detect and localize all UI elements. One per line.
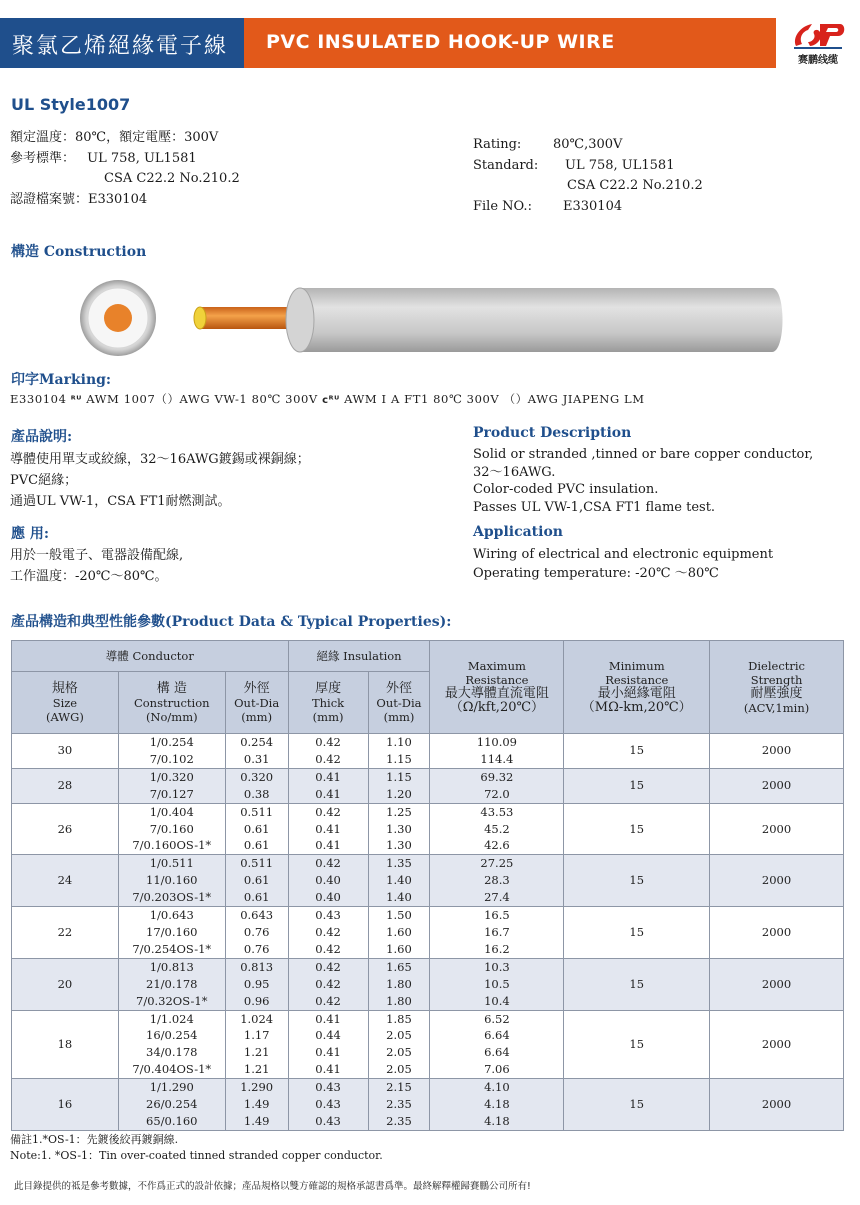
cell-ins-od	[368, 768, 430, 803]
cell-value: 0.42	[315, 924, 341, 939]
cell-dielectric: 2000	[710, 958, 844, 1010]
cell-construction	[118, 768, 225, 803]
header-size	[12, 672, 119, 734]
cell-value: 26/0.254	[146, 1097, 198, 1112]
header-line: 最大導體直流電阻	[444, 686, 549, 701]
header-line: Construction	[133, 695, 210, 710]
header-line: （Ω/kft,20℃）	[449, 700, 545, 715]
cell-value: 11/0.160	[146, 873, 198, 888]
cell-value: 7/0.254OS-1*	[132, 941, 212, 956]
cell-value: 0.95	[243, 976, 270, 991]
cell-value: 2.15	[386, 1080, 412, 1095]
header-title-en: PVC INSULATED HOOK-UP WIRE	[266, 31, 615, 53]
table-title: 產品構造和典型性能參數(Product Data & Typical Properties):	[11, 614, 452, 630]
header-line: (No/mm)	[145, 709, 198, 724]
cell-ins-od	[368, 958, 430, 1010]
cell-resistance	[430, 803, 564, 855]
cell-value: 42.6	[484, 838, 510, 853]
cell-value: 16.2	[484, 941, 510, 956]
header-line: Maximum	[467, 659, 526, 673]
cell-ins-od	[368, 1010, 430, 1079]
cell-thick	[288, 1079, 368, 1131]
desc-en-line: Solid or stranded ,tinned or bare copper conductor,	[473, 447, 814, 462]
cell-value: 0.511	[240, 804, 274, 819]
note-en: Note:1. *OS-1：Tin over-coated tinned stranded copper conductor.	[10, 1149, 383, 1162]
cell-od	[225, 803, 288, 855]
cell-dielectric: 2000	[710, 803, 844, 855]
header-line: (mm)	[312, 709, 344, 724]
cell-thick	[288, 734, 368, 769]
cell-value: 69.32	[480, 769, 514, 784]
cell-value: 10.4	[484, 993, 510, 1008]
product-data-table	[11, 640, 844, 1131]
spec-standard-zh-label: 參考標準：	[10, 150, 76, 166]
desc-en	[473, 446, 813, 517]
cell-value: 2.35	[386, 1113, 412, 1128]
header-insulation-od	[368, 672, 430, 734]
cell-thick	[288, 855, 368, 907]
cell-value: 0.96	[243, 993, 270, 1008]
cell-value: 0.61	[243, 890, 270, 905]
cell-value: 0.38	[243, 786, 270, 801]
cell-value: 1.85	[386, 1011, 412, 1026]
cell-ins-res: 15	[564, 907, 710, 959]
cell-value: 1.60	[386, 941, 412, 956]
cell-resistance	[430, 1010, 564, 1079]
cell-value: 1/0.511	[149, 856, 194, 871]
cell-ins-res: 15	[564, 734, 710, 769]
header-construction	[118, 672, 225, 734]
cell-value: 1.21	[243, 1045, 270, 1060]
desc-en-line: Passes UL VW-1,CSA FT1 flame test.	[473, 500, 716, 516]
cell-value: 17/0.160	[146, 924, 198, 939]
ul-mark-icon: ᴿᵁ	[70, 395, 82, 406]
app-zh-title: 應 用:	[11, 526, 50, 542]
spec-standard-en	[473, 156, 703, 177]
cell-value: 7/0.203OS-1*	[132, 890, 212, 905]
header-line: (AWG)	[45, 709, 84, 724]
marking-title: 印字Marking:	[11, 372, 112, 388]
spec-standard-en-1: UL 758, UL1581	[565, 157, 675, 173]
header-line: 外徑	[243, 680, 270, 696]
style-title: UL Style1007	[11, 95, 131, 114]
table-row	[12, 958, 844, 1010]
cell-value: 0.41	[315, 1062, 341, 1077]
table-body	[12, 734, 844, 1131]
cell-value: 1.40	[386, 873, 412, 888]
cell-value: 21/0.178	[146, 976, 198, 991]
cell-value: 27.4	[484, 890, 510, 905]
cross-section-conductor	[104, 304, 132, 332]
cell-od	[225, 855, 288, 907]
cell-value: 0.40	[315, 873, 341, 888]
cell-construction	[118, 907, 225, 959]
cell-size: 22	[12, 907, 119, 959]
cell-value: 16/0.254	[146, 1028, 198, 1043]
desc-zh-line: 通過UL VW-1，CSA FT1耐燃測試。	[10, 494, 231, 509]
header-dielectric	[710, 641, 844, 734]
header-title-en-block	[244, 18, 776, 68]
app-zh-line: 用於一般電子、電器設備配線,	[10, 548, 184, 563]
cell-value: 1/0.404	[149, 804, 194, 819]
table-row	[12, 1010, 844, 1079]
cell-od	[225, 768, 288, 803]
cell-value: 1.21	[243, 1062, 270, 1077]
cell-od	[225, 958, 288, 1010]
app-zh	[10, 545, 183, 587]
desc-en-title: Product Description	[473, 425, 632, 441]
cell-value: 1.30	[386, 821, 412, 836]
header-title-zh-block	[0, 18, 244, 68]
cell-dielectric: 2000	[710, 907, 844, 959]
cell-resistance	[430, 907, 564, 959]
cell-size: 20	[12, 958, 119, 1010]
app-en-line: Wiring of electrical and electronic equipment	[473, 547, 774, 562]
cell-size: 16	[12, 1079, 119, 1131]
cell-value: 0.43	[315, 1113, 341, 1128]
spec-file-en-value: E330104	[563, 198, 623, 214]
spec-rating-en-label: Rating:	[473, 137, 522, 152]
header-conductor: 導體 Conductor	[12, 641, 289, 672]
cell-value: 7/0.404OS-1*	[132, 1062, 212, 1077]
cell-size: 18	[12, 1010, 119, 1079]
desc-zh-line: PVC絕緣；	[10, 473, 78, 488]
cell-value: 7/0.127	[149, 786, 194, 801]
header-line: 外徑	[385, 680, 412, 696]
desc-zh	[10, 449, 310, 512]
desc-en-line: Color-coded PVC insulation.	[473, 482, 659, 498]
cell-value: 1/1.290	[149, 1080, 194, 1095]
table-row	[12, 907, 844, 959]
cell-value: 0.61	[243, 838, 270, 853]
spec-standard-zh-1: UL 758, UL1581	[87, 150, 197, 166]
cell-value: 16.7	[484, 924, 510, 939]
header-line: 耐壓強度	[750, 686, 803, 701]
specs-zh	[10, 128, 240, 210]
cell-value: 0.511	[240, 856, 274, 871]
app-en	[473, 545, 773, 583]
cell-value: 0.43	[315, 908, 341, 923]
cell-value: 0.76	[243, 941, 270, 956]
cell-value: 0.41	[315, 821, 341, 836]
cell-value: 0.42	[315, 941, 341, 956]
cell-thick	[288, 1010, 368, 1079]
cell-thick	[288, 907, 368, 959]
cell-value: 72.0	[484, 786, 510, 801]
cell-value: 0.41	[315, 786, 341, 801]
header-line: （MΩ-km,20℃）	[581, 700, 692, 715]
cell-value: 2.05	[386, 1062, 412, 1077]
cell-value: 0.42	[315, 735, 341, 749]
cell-value: 1.15	[386, 751, 412, 766]
cell-value: 7/0.32OS-1*	[136, 993, 208, 1008]
cell-value: 0.44	[315, 1028, 341, 1043]
header-line: 規格	[51, 680, 78, 696]
cell-value: 0.42	[315, 993, 341, 1008]
cell-value: 1.80	[386, 993, 412, 1008]
header-line: Dielectric	[748, 659, 805, 673]
cell-value: 1.40	[386, 890, 412, 905]
cell-value: 0.643	[240, 908, 274, 923]
cell-ins-res: 15	[564, 768, 710, 803]
cell-ins-res: 15	[564, 855, 710, 907]
cell-value: 2.05	[386, 1045, 412, 1060]
cell-ins-res: 15	[564, 1010, 710, 1079]
spec-file-zh: 認證檔案號：E330104	[10, 191, 148, 207]
header-conductor-od	[225, 672, 288, 734]
cell-value: 1.20	[386, 786, 412, 801]
cell-ins-res: 15	[564, 1079, 710, 1131]
cell-value: 0.42	[315, 751, 341, 766]
cell-value: 0.61	[243, 873, 270, 888]
cell-value: 114.4	[480, 751, 514, 766]
cell-value: 1/0.643	[149, 908, 194, 923]
cell-value: 1.35	[386, 856, 412, 871]
cell-thick	[288, 768, 368, 803]
cell-construction	[118, 1079, 225, 1131]
cell-ins-od	[368, 1079, 430, 1131]
cell-ins-od	[368, 907, 430, 959]
cell-resistance	[430, 768, 564, 803]
marking-text	[10, 391, 645, 407]
cell-value: 43.53	[480, 804, 514, 819]
cell-value: 0.42	[315, 856, 341, 871]
cell-value: 1/0.320	[149, 769, 194, 784]
header-insulation: 絕緣 Insulation	[288, 641, 430, 672]
header-line: 最小絕緣電阻	[597, 686, 676, 701]
spec-standard-en-2: CSA C22.2 No.210.2	[567, 178, 703, 193]
table-row	[12, 855, 844, 907]
cell-value: 1/0.813	[149, 959, 194, 974]
cell-value: 45.2	[484, 821, 510, 836]
cell-value: 0.41	[315, 769, 341, 784]
cell-resistance	[430, 855, 564, 907]
cell-thick	[288, 803, 368, 855]
cell-value: 0.41	[315, 1011, 341, 1026]
app-zh-line: 工作溫度：-20℃～80℃。	[10, 569, 168, 584]
header-band	[0, 18, 860, 68]
header-line: (mm)	[383, 709, 415, 724]
table-row	[12, 734, 844, 769]
cell-value: 0.43	[315, 1080, 341, 1095]
cell-value: 7/0.102	[149, 751, 194, 766]
marking-file: E330104	[10, 392, 67, 406]
cell-value: 6.64	[484, 1028, 510, 1043]
cell-value: 1.65	[386, 959, 412, 974]
cell-value: 0.41	[315, 1045, 341, 1060]
cell-ins-od	[368, 855, 430, 907]
cell-dielectric: 2000	[710, 1010, 844, 1079]
cell-value: 10.5	[484, 976, 510, 991]
cell-resistance	[430, 734, 564, 769]
cell-size: 26	[12, 803, 119, 855]
cable-illustration	[70, 280, 790, 360]
desc-zh-line: 導體使用單支或絞線，32～16AWG鍍錫或裸銅線；	[10, 452, 310, 467]
header-line: 厚度	[315, 680, 342, 696]
cell-value: 28.3	[484, 873, 510, 888]
cell-value: 1.15	[386, 769, 412, 784]
header-line: Resistance	[605, 673, 669, 687]
cell-value: 4.18	[484, 1113, 510, 1128]
table-row	[12, 803, 844, 855]
header-resistance	[430, 641, 564, 734]
spec-file-en	[473, 197, 703, 218]
app-en-line: Operating temperature: -20℃ ～80℃	[473, 566, 719, 581]
specs-en	[473, 135, 703, 217]
cell-value: 0.61	[243, 821, 270, 836]
spec-standard-zh	[10, 149, 240, 170]
header-thick	[288, 672, 368, 734]
construction-title: 構造 Construction	[11, 244, 147, 260]
cell-ins-res: 15	[564, 803, 710, 855]
header-line: Thick	[311, 695, 345, 710]
cell-ins-od	[368, 734, 430, 769]
cell-value: 0.40	[315, 890, 341, 905]
cell-value: 2.35	[386, 1097, 412, 1112]
cell-value: 110.09	[476, 735, 517, 749]
cell-value: 4.18	[484, 1097, 510, 1112]
cell-value: 1.10	[386, 735, 412, 749]
company-logo	[782, 18, 854, 68]
spec-standard-zh-2: CSA C22.2 No.210.2	[104, 171, 240, 186]
cell-resistance	[430, 1079, 564, 1131]
spec-rating-en	[473, 135, 703, 156]
header-line: 構 造	[156, 680, 187, 696]
cell-value: 7/0.160	[149, 821, 194, 836]
footer-disclaimer: 此目錄提供的祗是參考數據，不作爲正式的設計依據；產品規格以雙方確認的規格承認書爲準。最終解釋權歸賽鵬公司所有!	[14, 1181, 531, 1192]
header-insulation-resistance	[564, 641, 710, 734]
cell-construction	[118, 958, 225, 1010]
cable-insulation	[287, 288, 783, 352]
app-en-title: Application	[473, 524, 563, 540]
cable-conductor	[200, 307, 300, 329]
header-line: Out-Dia	[376, 695, 422, 710]
marking-awm: AWM 1007（）AWG VW-1 80℃ 300V	[86, 392, 318, 406]
table-row	[12, 768, 844, 803]
header-line: Out-Dia	[234, 695, 280, 710]
header-line: Minimum	[608, 659, 665, 673]
cell-value: 0.41	[315, 838, 341, 853]
cell-dielectric: 2000	[710, 768, 844, 803]
cell-value: 1.80	[386, 976, 412, 991]
spec-standard-en-label: Standard:	[473, 157, 539, 173]
cell-od	[225, 1010, 288, 1079]
spec-rating-zh: 額定溫度：80℃，額定電壓：300V	[10, 130, 219, 145]
table-row	[12, 1079, 844, 1131]
cell-value: 1.290	[240, 1080, 274, 1095]
cell-value: 1.49	[243, 1097, 270, 1112]
cell-value: 1.60	[386, 924, 412, 939]
cell-value: 2.05	[386, 1028, 412, 1043]
cell-dielectric: 2000	[710, 1079, 844, 1131]
spec-file-en-label: File NO.:	[473, 198, 532, 214]
cell-value: 27.25	[480, 856, 514, 871]
cell-construction	[118, 1010, 225, 1079]
desc-en-line: 32～16AWG.	[473, 464, 556, 480]
header-line: Resistance	[465, 673, 529, 687]
cell-value: 0.31	[243, 751, 270, 766]
marking-csa: AWM I A FT1 80℃ 300V （）AWG JIAPENG LM	[344, 392, 645, 406]
cell-construction	[118, 734, 225, 769]
cell-thick	[288, 958, 368, 1010]
cell-resistance	[430, 958, 564, 1010]
cell-value: 0.42	[315, 976, 341, 991]
cell-size: 24	[12, 855, 119, 907]
cell-od	[225, 907, 288, 959]
cell-value: 1.30	[386, 838, 412, 853]
cell-value: 1.49	[243, 1113, 270, 1128]
cell-value: 0.813	[240, 959, 274, 974]
cul-mark-icon: cᴿᵁ	[322, 395, 340, 406]
header-line: Size	[52, 695, 78, 710]
cell-value: 0.42	[315, 959, 341, 974]
cell-value: 0.320	[240, 769, 274, 784]
logo-mark-icon	[790, 20, 846, 50]
cell-dielectric: 2000	[710, 855, 844, 907]
logo-caption: 赛鹏线缆	[798, 55, 838, 66]
cell-od	[225, 1079, 288, 1131]
cell-value: 1.024	[240, 1011, 274, 1026]
cell-value: 1.25	[386, 804, 412, 819]
header-line: Strength	[750, 673, 803, 687]
cell-value: 1/1.024	[149, 1011, 194, 1026]
spec-rating-en-value: 80℃,300V	[553, 137, 623, 152]
cell-value: 4.10	[484, 1080, 510, 1095]
cell-value: 7.06	[484, 1062, 510, 1077]
header-title-zh: 聚氯乙烯絕緣電子線	[12, 34, 229, 59]
cell-ins-res: 15	[564, 958, 710, 1010]
cell-od	[225, 734, 288, 769]
header-line: (mm)	[241, 709, 273, 724]
cell-value: 6.52	[484, 1011, 510, 1026]
cell-value: 1.17	[243, 1028, 270, 1043]
header-line: (ACV,1min)	[743, 701, 810, 715]
cell-value: 7/0.160OS-1*	[132, 838, 212, 853]
cell-ins-od	[368, 803, 430, 855]
cell-value: 1.50	[386, 908, 412, 923]
cell-value: 0.254	[240, 735, 274, 749]
cell-size: 28	[12, 768, 119, 803]
cell-value: 6.64	[484, 1045, 510, 1060]
cell-value: 0.43	[315, 1097, 341, 1112]
cell-value: 65/0.160	[146, 1113, 198, 1128]
cell-size: 30	[12, 734, 119, 769]
cell-construction	[118, 855, 225, 907]
cell-value: 16.5	[484, 908, 510, 923]
cell-value: 1/0.254	[149, 735, 194, 749]
cell-value: 34/0.178	[146, 1045, 198, 1060]
cell-value: 0.76	[243, 924, 270, 939]
cell-value: 10.3	[484, 959, 510, 974]
note-zh: 備註1.*OS-1：先鍍後絞再鍍銅線.	[10, 1133, 179, 1146]
cell-value: 0.42	[315, 804, 341, 819]
desc-zh-title: 產品說明:	[11, 429, 73, 445]
cell-construction	[118, 803, 225, 855]
cell-dielectric: 2000	[710, 734, 844, 769]
